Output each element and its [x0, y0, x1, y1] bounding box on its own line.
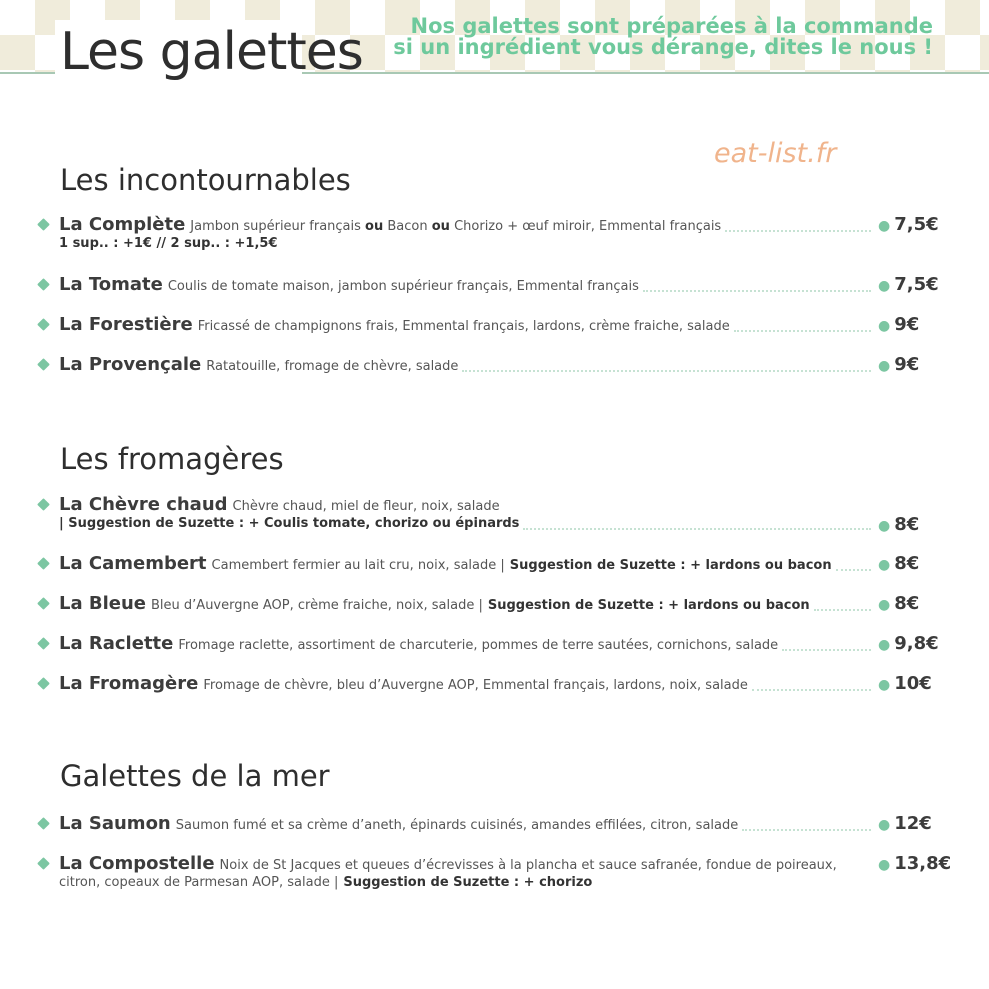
diamond-bullet-icon	[37, 218, 50, 231]
item-name: La Bleue	[59, 593, 147, 614]
item-description: Bleu d’Auvergne AOP, crème fraiche, noix, salade |	[151, 598, 483, 613]
dot-leader	[643, 280, 871, 292]
dot-leader	[752, 679, 871, 691]
dot-leader	[725, 220, 871, 232]
diamond-bullet-icon	[37, 817, 50, 830]
item-name: La Raclette	[59, 633, 174, 654]
price-dot-icon: ●	[878, 817, 891, 833]
item-description: Coulis de tomate maison, jambon supérieur français, Emmental français	[167, 279, 639, 294]
price-dot-icon: ●	[878, 518, 891, 534]
price-dot-icon: ●	[878, 278, 891, 294]
item-description: Fricassé de champignons frais, Emmental français, lardons, crème fraiche, salade	[197, 319, 730, 334]
item-description: Camembert fermier au lait cru, noix, salade |	[211, 558, 505, 573]
item-price: ● 7,5€	[878, 214, 939, 235]
dot-leader	[782, 639, 871, 651]
item-description: Saumon fumé et sa crème d’aneth, épinards cuisinés, amandes effilées, citron, salade	[175, 818, 739, 833]
diamond-bullet-icon	[37, 278, 50, 291]
item-name: La Compostelle	[59, 853, 215, 874]
header-rule-left	[0, 72, 55, 74]
item-name: La Chèvre chaud	[59, 494, 228, 515]
dot-leader	[734, 320, 871, 332]
section-title-fromageres: Les fromagères	[60, 442, 284, 476]
diamond-bullet-icon	[37, 677, 50, 690]
item-description-continued: citron, copeaux de Parmesan AOP, salade |	[59, 875, 339, 890]
diamond-bullet-icon	[37, 637, 50, 650]
tagline-line-1: Nos galettes sont préparées à la commande	[410, 14, 933, 38]
price-dot-icon: ●	[878, 597, 891, 613]
item-description: Ratatouille, fromage de chèvre, salade	[206, 359, 459, 374]
item-description: Chèvre chaud, miel de fleur, noix, salade	[232, 499, 500, 514]
item-description: Jambon supérieur français ou Bacon ou Chorizo + œuf miroir, Emmental français	[190, 219, 722, 234]
tagline-line-2: si un ingrédient vous dérange, dites le nous !	[393, 35, 933, 59]
item-price: ● 8€	[878, 514, 920, 535]
item-name: La Saumon	[59, 813, 171, 834]
tagline	[393, 16, 933, 58]
item-price: ● 8€	[878, 553, 920, 574]
price-dot-icon: ●	[878, 318, 891, 334]
section-title-incontournables: Les incontournables	[60, 163, 351, 197]
item-name: La Complète	[59, 214, 186, 235]
price-dot-icon: ●	[878, 218, 891, 234]
item-price: ● 7,5€	[878, 274, 939, 295]
diamond-bullet-icon	[37, 358, 50, 371]
item-name: La Tomate	[59, 274, 163, 295]
page-title: Les galettes	[60, 22, 363, 82]
watermark: eat-list.fr	[714, 138, 837, 169]
item-price: ● 8€	[878, 593, 920, 614]
diamond-bullet-icon	[37, 857, 50, 870]
dot-leader	[523, 518, 871, 530]
item-price: ● 9€	[878, 314, 920, 335]
item-suggestion: Suggestion de Suzette : + lardons ou bacon	[487, 598, 810, 613]
diamond-bullet-icon	[37, 498, 50, 511]
section-title-mer: Galettes de la mer	[60, 759, 330, 793]
item-supplements: 1 sup.. : +1€ // 2 sup.. : +1,5€	[59, 236, 278, 251]
item-description: Fromage raclette, assortiment de charcuterie, pommes de terre sautées, cornichons, salade	[178, 638, 779, 653]
item-name: La Forestière	[59, 314, 193, 335]
item-name: La Fromagère	[59, 673, 199, 694]
dot-leader	[462, 360, 871, 372]
item-price: ● 9,8€	[878, 633, 939, 654]
price-dot-icon: ●	[878, 677, 891, 693]
item-price: ● 10€	[878, 673, 932, 694]
diamond-bullet-icon	[37, 318, 50, 331]
item-price: ● 12€	[878, 813, 932, 834]
item-name: La Provençale	[59, 354, 202, 375]
item-suggestion: | Suggestion de Suzette : + Coulis tomate, chorizo ou épinards	[59, 516, 520, 531]
item-suggestion: Suggestion de Suzette : + lardons ou bacon	[509, 558, 832, 573]
dot-leader	[836, 559, 871, 571]
price-dot-icon: ●	[878, 358, 891, 374]
item-price: ● 13,8€	[878, 853, 952, 874]
diamond-bullet-icon	[37, 597, 50, 610]
item-description: Fromage de chèvre, bleu d’Auvergne AOP, Emmental français, lardons, noix, salade	[203, 678, 748, 693]
price-dot-icon: ●	[878, 637, 891, 653]
dot-leader	[742, 819, 871, 831]
diamond-bullet-icon	[37, 557, 50, 570]
item-suggestion: Suggestion de Suzette : + chorizo	[343, 875, 593, 890]
item-description: Noix de St Jacques et queues d’écrevisses à la plancha et sauce safranée, fondue de poireaux,	[219, 858, 837, 873]
price-dot-icon: ●	[878, 557, 891, 573]
item-name: La Camembert	[59, 553, 207, 574]
header-rule-right	[302, 72, 989, 74]
price-dot-icon: ●	[878, 857, 891, 873]
item-price: ● 9€	[878, 354, 920, 375]
dot-leader	[814, 599, 871, 611]
